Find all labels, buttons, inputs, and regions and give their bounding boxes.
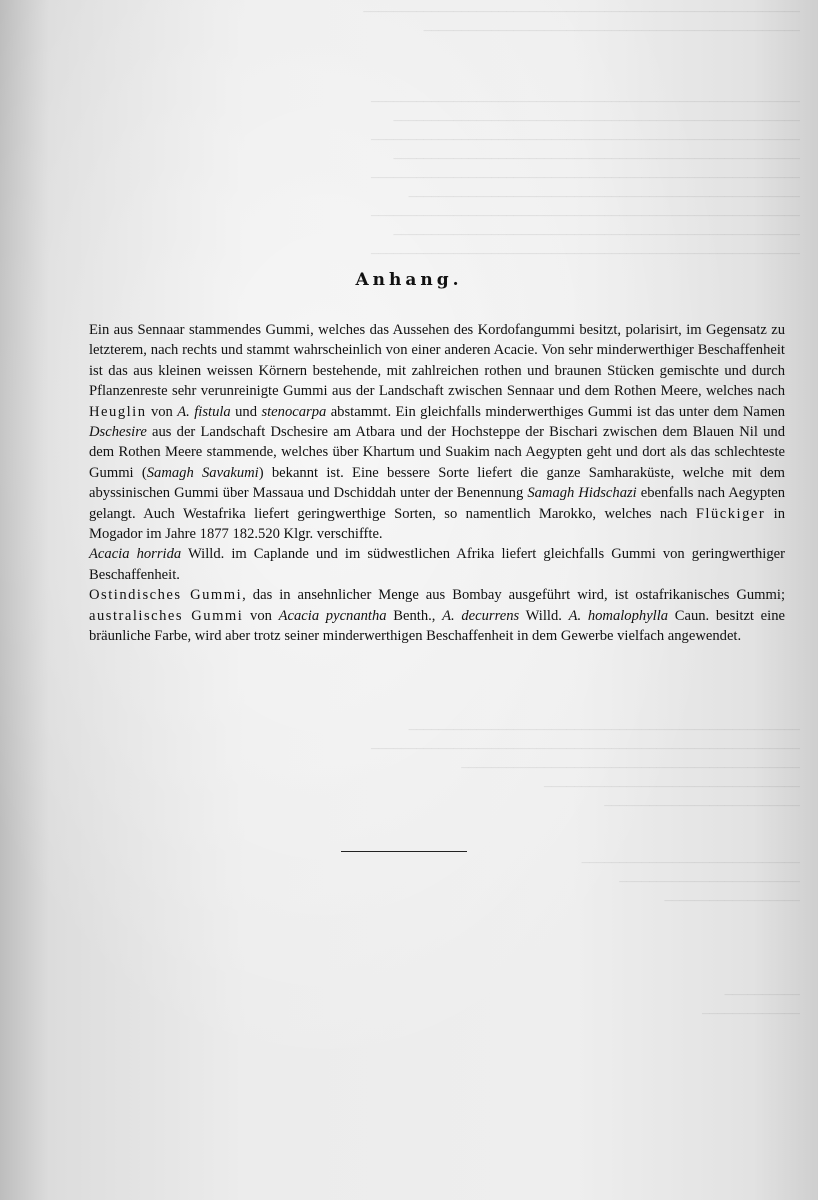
paragraph-sennaar-gummi bbox=[89, 320, 785, 544]
show-through-text-lower: ──────────────────────────────────────────────────── ───────────────────────────────────────────────────────── ───────────────────────────────────────────── ────────────────────────────────── ────────────────────────── ───────────────────────────── ──────────────────────── ────────────────── bbox=[371, 722, 800, 908]
text-run: Samagh Savakumi bbox=[146, 464, 259, 481]
text-run: ) bekannt ist. Eine bessere Sorte liefert die ganze Samharaküste, welche mit dem abyssinischen Gummi über Massaua und Dschiddah unter der Benennung bbox=[89, 464, 785, 502]
text-run: Willd. bbox=[519, 607, 569, 624]
text-run: in Mogador im Jahre 1877 182.520 Klgr. verschiffte. bbox=[89, 505, 785, 543]
show-through-text-bottom: ────────── ───────────── bbox=[702, 987, 800, 1021]
text-run: Acacia horrida bbox=[89, 546, 182, 563]
text-run: Samagh Hidschazi bbox=[527, 485, 637, 502]
text-run: Ein aus Sennaar stammendes Gummi, welches das Aussehen des Kordofangummi besitzt, polarisirt, im Gegensatz zu letzterem, nach rechts und stammt wahrscheinlich von einer anderen Acacie. Von sehr minderwerthiger Beschaffenheit ist das aus kleinen weissen Körnern bestehende, mit zahlreichen rothen und braunen Stücken gemischte und durch Pflanzenreste sehr verunreinigte Gummi aus der Landschaft zwischen Sennaar und dem Rothen Meere, welches nach bbox=[89, 322, 785, 400]
text-run: , das in ansehnlicher Menge aus Bombay ausgeführt wird, ist ostafrikanisches Gummi; bbox=[242, 587, 785, 604]
appendix-body bbox=[89, 320, 785, 647]
section-heading: Anhang. bbox=[355, 270, 463, 290]
show-through-text-middle: ───────────────────────────────────────────────────────── ────────────────────────────────────────────────────── ───────────────────────────────────────────────────────── ────────────────────────────────────────────────────── ───────────────────────────────────────────────────────── ──────────────────────────────────────────────────── ───────────────────────────────────────────────────────── ────────────────────────────────────────────────────── ───────────────────────────────────────────────────────── bbox=[371, 94, 800, 261]
text-run: Willd. im Caplande und im südwestlichen Afrika liefert gleichfalls Gummi von geringwerthiger Beschaffenheit. bbox=[89, 546, 785, 583]
text-run: Ostindisches Gummi bbox=[89, 587, 243, 604]
paragraph-ostindisches-gummi bbox=[89, 585, 785, 646]
text-run: A. fistula bbox=[177, 403, 231, 420]
text-run: A. decurrens bbox=[442, 607, 520, 624]
text-run: Caun. besitzt eine bräunliche Farbe, wird aber trotz seiner minderwerthigen Beschaffenheit in dem Gewerbe vielfach angewendet. bbox=[89, 607, 785, 645]
text-run: ebenfalls nach Aegypten gelangt. Auch Westafrika liefert geringwerthige Sorten, so namentlich Marokko, welches nach bbox=[89, 485, 785, 522]
closing-rule bbox=[341, 851, 467, 852]
text-run: Dschesire bbox=[89, 424, 147, 441]
text-run: Flückiger bbox=[695, 505, 766, 522]
text-run: A. homalophylla bbox=[568, 607, 669, 624]
paragraph-acacia-horrida bbox=[89, 544, 785, 585]
text-run: stenocarpa bbox=[261, 403, 327, 420]
text-run: von bbox=[243, 607, 279, 624]
text-run: von bbox=[146, 403, 178, 420]
show-through-text-top: ────────────────────────────────────────────────────────── ────────────────────────────────────────────────── bbox=[363, 4, 800, 38]
text-run: Heuglin bbox=[89, 403, 147, 420]
text-run: und bbox=[230, 403, 262, 420]
text-run: aus der Landschaft Dschesire am Atbara und der Hochsteppe der Bischari zwischen dem Blauen Nil und dem Rothen Meere stammende, welches über Khartum und Suakim nach Aegypten geht und dort als das schlechteste Gummi ( bbox=[89, 424, 785, 481]
text-run: abstammt. Ein gleichfalls minderwerthiges Gummi ist das unter dem Namen bbox=[326, 403, 786, 420]
text-run: australisches Gummi bbox=[89, 607, 244, 624]
text-run: Acacia pycnantha bbox=[278, 607, 387, 624]
text-run: Benth., bbox=[386, 607, 443, 624]
